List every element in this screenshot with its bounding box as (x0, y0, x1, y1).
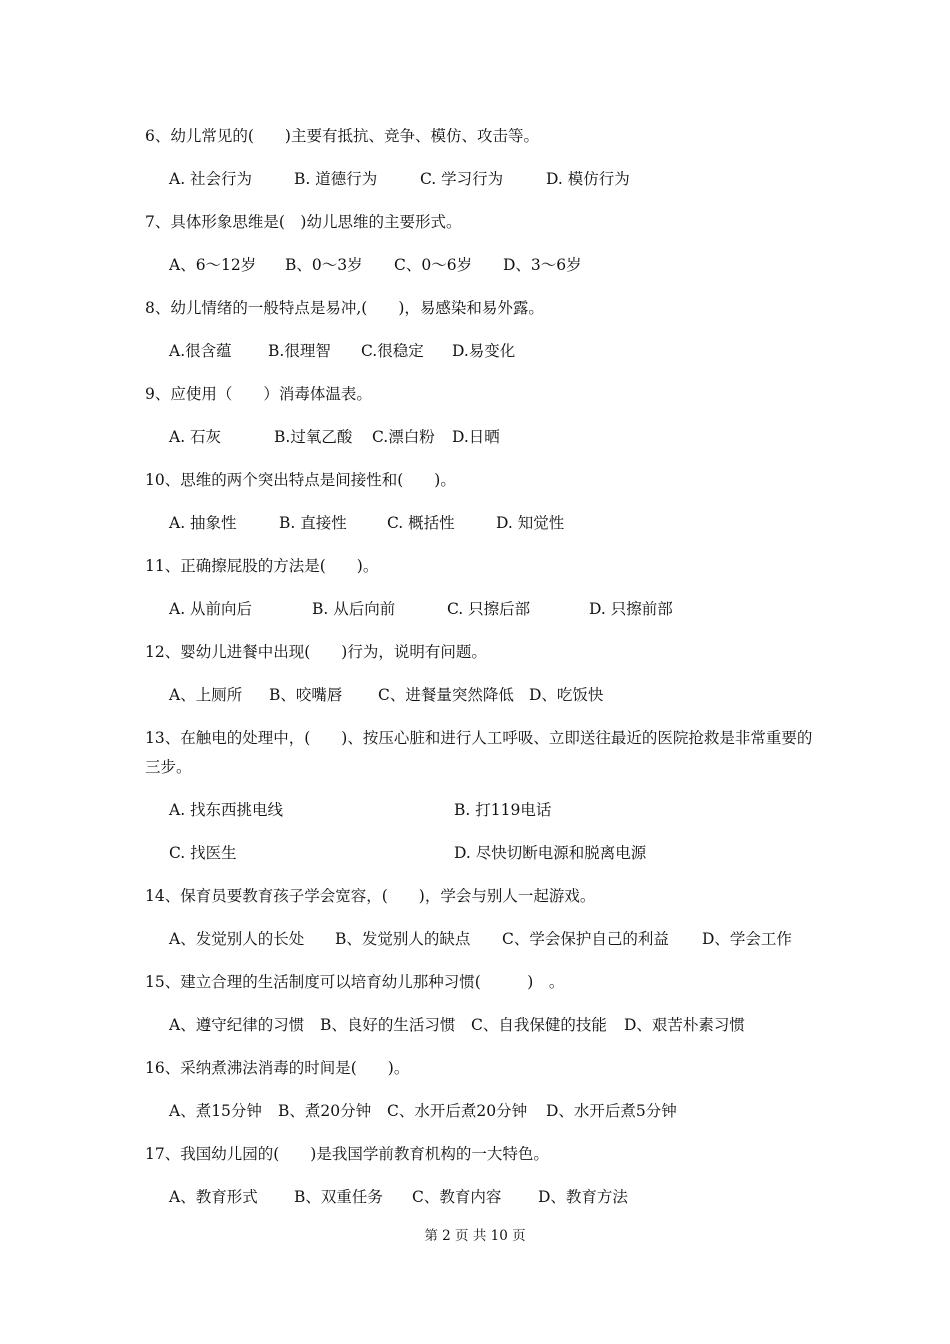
option-b: B.过氧乙酸 (274, 428, 353, 446)
option-a: A. 找东西挑电线 (169, 801, 284, 819)
option-b: B. 直接性 (279, 514, 347, 532)
option-c: C.很稳定 (361, 342, 424, 360)
option-d: D、教育方法 (538, 1188, 628, 1206)
options-row (169, 1097, 815, 1126)
option-d: D、吃饭快 (529, 686, 604, 704)
question-stem: 17、我国幼儿园的( )是我国学前教育机构的一大特色。 (145, 1145, 549, 1163)
option-b: B. 打119电话 (454, 801, 552, 819)
page-number: 第 2 页 共 10 页 (424, 1228, 526, 1244)
question-stem: 7、具体形象思维是( )幼儿思维的主要形式。 (145, 213, 462, 231)
options-row (169, 509, 815, 538)
question-stem: 11、正确擦屁股的方法是( )。 (145, 557, 379, 575)
option-d: D、艰苦朴素习惯 (624, 1016, 745, 1034)
question-17 (145, 1140, 815, 1212)
options-row (169, 337, 815, 366)
options-row (169, 839, 815, 868)
question-14 (145, 882, 815, 954)
option-d: D. 尽快切断电源和脱离电源 (454, 844, 647, 862)
question-stem: 16、采纳煮沸法消毒的时间是( )。 (145, 1059, 410, 1077)
options-row (169, 423, 815, 452)
option-c: C. 学习行为 (420, 170, 504, 188)
question-6 (145, 122, 815, 194)
question-13 (145, 724, 815, 868)
option-a: A. 抽象性 (169, 514, 237, 532)
option-d: D. 只擦前部 (589, 600, 673, 618)
options-row (169, 1183, 815, 1212)
question-stem: 14、保育员要教育孩子学会宽容，( )，学会与别人一起游戏。 (145, 887, 596, 905)
question-10 (145, 466, 815, 538)
option-d: D. 知觉性 (496, 514, 565, 532)
option-c: C、学会保护自己的利益 (502, 930, 669, 948)
options-row (169, 1011, 815, 1040)
option-b: B、0～3岁 (285, 256, 363, 274)
question-stem: 9、应使用（ ）消毒体温表。 (145, 385, 372, 403)
question-16 (145, 1054, 815, 1126)
option-d: D、水开后煮5分钟 (546, 1102, 677, 1120)
option-b: B、煮20分钟 (278, 1102, 372, 1120)
question-12 (145, 638, 815, 710)
option-b: B. 道德行为 (294, 170, 378, 188)
option-c: C、进餐量突然降低 (378, 686, 514, 704)
options-row (169, 165, 815, 194)
option-a: A、遵守纪律的习惯 (169, 1016, 305, 1034)
option-d: D、学会工作 (702, 930, 792, 948)
question-stem: 13、在触电的处理中，( )、按压心脏和进行人工呼吸、立即送往最近的医院抢救是非常重要的三步。 (145, 729, 813, 776)
option-b: B.很理智 (268, 342, 331, 360)
options-row (169, 595, 815, 624)
option-c: C. 找医生 (169, 844, 237, 862)
question-stem: 8、幼儿情绪的一般特点是易冲,( )，易感染和易外露。 (145, 299, 544, 317)
option-b: B、双重任务 (294, 1188, 383, 1206)
options-row (169, 925, 815, 954)
question-8 (145, 294, 815, 366)
option-a: A、煮15分钟 (169, 1102, 262, 1120)
option-a: A、上厕所 (169, 686, 243, 704)
question-list (145, 122, 815, 1226)
options-grid (169, 796, 815, 868)
options-row (169, 251, 815, 280)
question-stem: 12、婴幼儿进餐中出现( )行为，说明有问题。 (145, 643, 487, 661)
option-c: C、教育内容 (412, 1188, 502, 1206)
question-stem: 10、思维的两个突出特点是间接性和( )。 (145, 471, 456, 489)
option-c: C. 概括性 (387, 514, 455, 532)
option-b: B. 从后向前 (312, 600, 396, 618)
option-d: D. 模仿行为 (546, 170, 630, 188)
option-d: D、3～6岁 (503, 256, 582, 274)
option-c: C、自我保健的技能 (471, 1016, 607, 1034)
options-row (169, 681, 815, 710)
option-b: B、发觉别人的缺点 (335, 930, 471, 948)
option-a: A. 石灰 (169, 428, 222, 446)
question-stem: 6、幼儿常见的( )主要有抵抗、竞争、模仿、攻击等。 (145, 127, 539, 145)
option-d: D.日晒 (452, 428, 500, 446)
options-row (169, 796, 815, 825)
option-c: C.漂白粉 (372, 428, 435, 446)
option-c: C、0～6岁 (394, 256, 473, 274)
option-a: A. 社会行为 (169, 170, 253, 188)
option-a: A、6～12岁 (169, 256, 257, 274)
option-a: A.很含蕴 (169, 342, 232, 360)
option-b: B、咬嘴唇 (269, 686, 343, 704)
question-11 (145, 552, 815, 624)
question-9 (145, 380, 815, 452)
question-7 (145, 208, 815, 280)
option-c: C、水开后煮20分钟 (387, 1102, 528, 1120)
option-a: A、教育形式 (169, 1188, 258, 1206)
option-a: A、发觉别人的长处 (169, 930, 305, 948)
option-a: A. 从前向后 (169, 600, 253, 618)
question-15 (145, 968, 815, 1040)
option-b: B、良好的生活习惯 (320, 1016, 456, 1034)
option-d: D.易变化 (452, 342, 516, 360)
question-stem: 15、建立合理的生活制度可以培育幼儿那种习惯( ) 。 (145, 973, 565, 991)
option-c: C. 只擦后部 (447, 600, 531, 618)
